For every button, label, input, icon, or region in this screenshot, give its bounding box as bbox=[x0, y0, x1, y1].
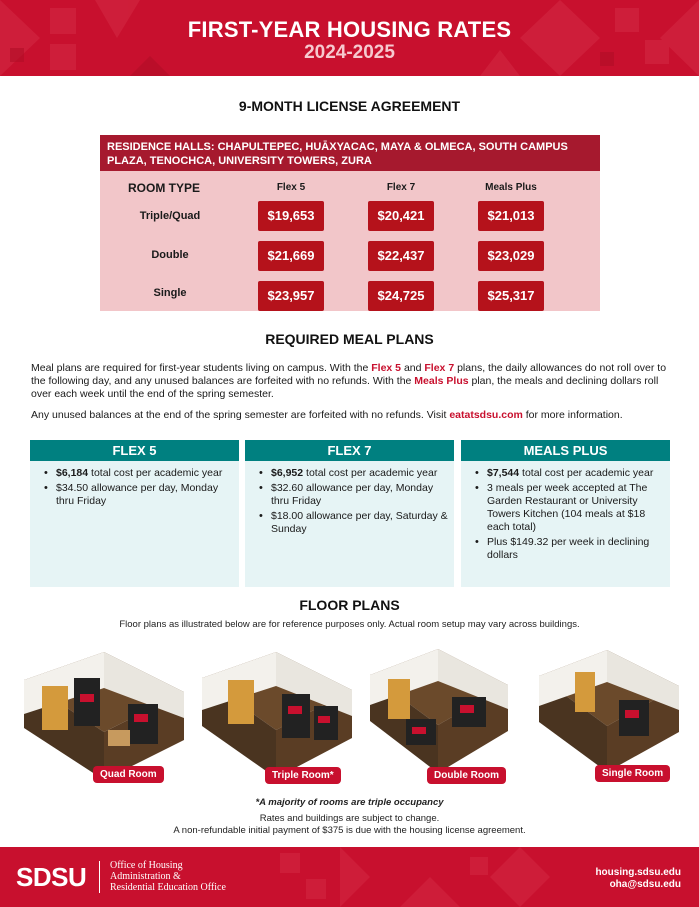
room-label-quad: Quad Room bbox=[93, 766, 164, 783]
price-double-flex7: $22,437 bbox=[368, 241, 434, 271]
price-double-flex5: $21,669 bbox=[258, 241, 324, 271]
plan-name: MEALS PLUS bbox=[461, 440, 670, 461]
page-title: FIRST-YEAR HOUSING RATES bbox=[187, 17, 512, 42]
floor-plans-note: Floor plans as illustrated below are for reference purposes only. Actual room setup may vary across buildings. bbox=[119, 619, 580, 630]
footer-contact bbox=[595, 867, 681, 891]
plan-item: • $7,544 total cost per academic year bbox=[473, 467, 664, 480]
plan-item: • $34.50 allowance per day, Monday thru Friday bbox=[42, 482, 233, 508]
eatatsdsu-link[interactable]: eatatsdsu.com bbox=[449, 409, 523, 421]
room-label-single: Single Room bbox=[595, 765, 670, 782]
column-header-meals-plus: Meals Plus bbox=[485, 182, 537, 193]
email-link[interactable]: oha@sdsu.edu bbox=[609, 879, 681, 890]
price-double-meals-plus: $23,029 bbox=[478, 241, 544, 271]
price-single-flex7: $24,725 bbox=[368, 281, 434, 311]
office-name: Office of Housing Administration & Residential Education Office bbox=[110, 860, 226, 893]
plan-name: FLEX 7 bbox=[245, 440, 454, 461]
payment-note: A non-refundable initial payment of $375 is due with the housing license agreement. bbox=[173, 825, 526, 836]
column-header-flex7: Flex 7 bbox=[386, 182, 416, 193]
room-label-triple: Triple Room* bbox=[265, 767, 341, 784]
meals-plus-highlight: Meals Plus bbox=[414, 375, 469, 387]
footer-pattern bbox=[0, 847, 699, 907]
room-type-header: ROOM TYPE bbox=[128, 181, 201, 195]
double-room-illustration bbox=[366, 645, 512, 781]
flex5-highlight: Flex 5 bbox=[371, 362, 402, 374]
license-title: 9-MONTH LICENSE AGREEMENT bbox=[238, 98, 461, 114]
room-label-double: Double Room bbox=[427, 767, 506, 784]
plan-item: • $18.00 allowance per day, Saturday & Sunday bbox=[257, 510, 448, 536]
price-triple-flex5: $19,653 bbox=[258, 201, 324, 231]
plan-card-flex5 bbox=[30, 440, 239, 587]
footer-divider bbox=[99, 861, 100, 893]
row-label-single: Single bbox=[153, 287, 187, 299]
quad-room-illustration bbox=[20, 648, 188, 784]
single-room-illustration bbox=[535, 646, 683, 780]
page-year: 2024-2025 bbox=[304, 42, 395, 63]
plan-item: • Plus $149.32 per week in declining dollars bbox=[473, 536, 664, 562]
column-header-flex5: Flex 5 bbox=[276, 182, 306, 193]
triple-room-illustration bbox=[198, 648, 356, 784]
plan-card-flex7 bbox=[245, 440, 454, 587]
plan-item: • 3 meals per week accepted at The Garden Restaurant or University Towers Kitchen (104 meals at $18 each total) bbox=[473, 482, 664, 534]
website-link[interactable]: housing.sdsu.edu bbox=[595, 867, 681, 878]
plan-card-meals-plus bbox=[461, 440, 670, 587]
forfeit-paragraph: Any unused balances at the end of the spring semester are forfeited with no refunds. Visit eatatsdsu.com for more information. bbox=[31, 409, 623, 421]
meal-plans-title: REQUIRED MEAL PLANS bbox=[265, 331, 434, 347]
price-triple-flex7: $20,421 bbox=[368, 201, 434, 231]
plan-name: FLEX 5 bbox=[30, 440, 239, 461]
footer-banner bbox=[0, 847, 699, 907]
price-triple-meals-plus: $21,013 bbox=[478, 201, 544, 231]
rates-table bbox=[100, 135, 600, 311]
plan-item: • $6,184 total cost per academic year bbox=[42, 467, 233, 480]
header-banner bbox=[0, 0, 699, 76]
row-label-triple-quad: Triple/Quad bbox=[139, 210, 201, 222]
meal-plans-paragraph: Meal plans are required for first-year students living on campus. With the Flex 5 and Flex 7 plans, the daily allowances do not roll over to the following day, and any unused balances are forfeited with no refunds. With the Meals Plus plan, the meals and declining dollars roll over each week until the end of the spring semester. bbox=[31, 362, 667, 400]
change-note: Rates and buildings are subject to change. bbox=[259, 813, 440, 824]
price-single-flex5: $23,957 bbox=[258, 281, 324, 311]
flex7-highlight: Flex 7 bbox=[424, 362, 455, 374]
sdsu-logo: SDSU bbox=[16, 862, 87, 892]
floor-plans-title: FLOOR PLANS bbox=[299, 597, 400, 613]
plan-item: • $32.60 allowance per day, Monday thru Friday bbox=[257, 482, 448, 508]
plan-item: • $6,952 total cost per academic year bbox=[257, 467, 448, 480]
residence-halls-banner: RESIDENCE HALLS: CHAPULTEPEC, HUĀXYACAC, MAYA & OLMECA, SOUTH CAMPUS PLAZA, TENOCHCA, UNIVERSITY TOWERS, ZURA bbox=[100, 135, 600, 171]
occupancy-note: *A majority of rooms are triple occupancy bbox=[255, 797, 444, 808]
price-single-meals-plus: $25,317 bbox=[478, 281, 544, 311]
row-label-double: Double bbox=[151, 249, 189, 261]
